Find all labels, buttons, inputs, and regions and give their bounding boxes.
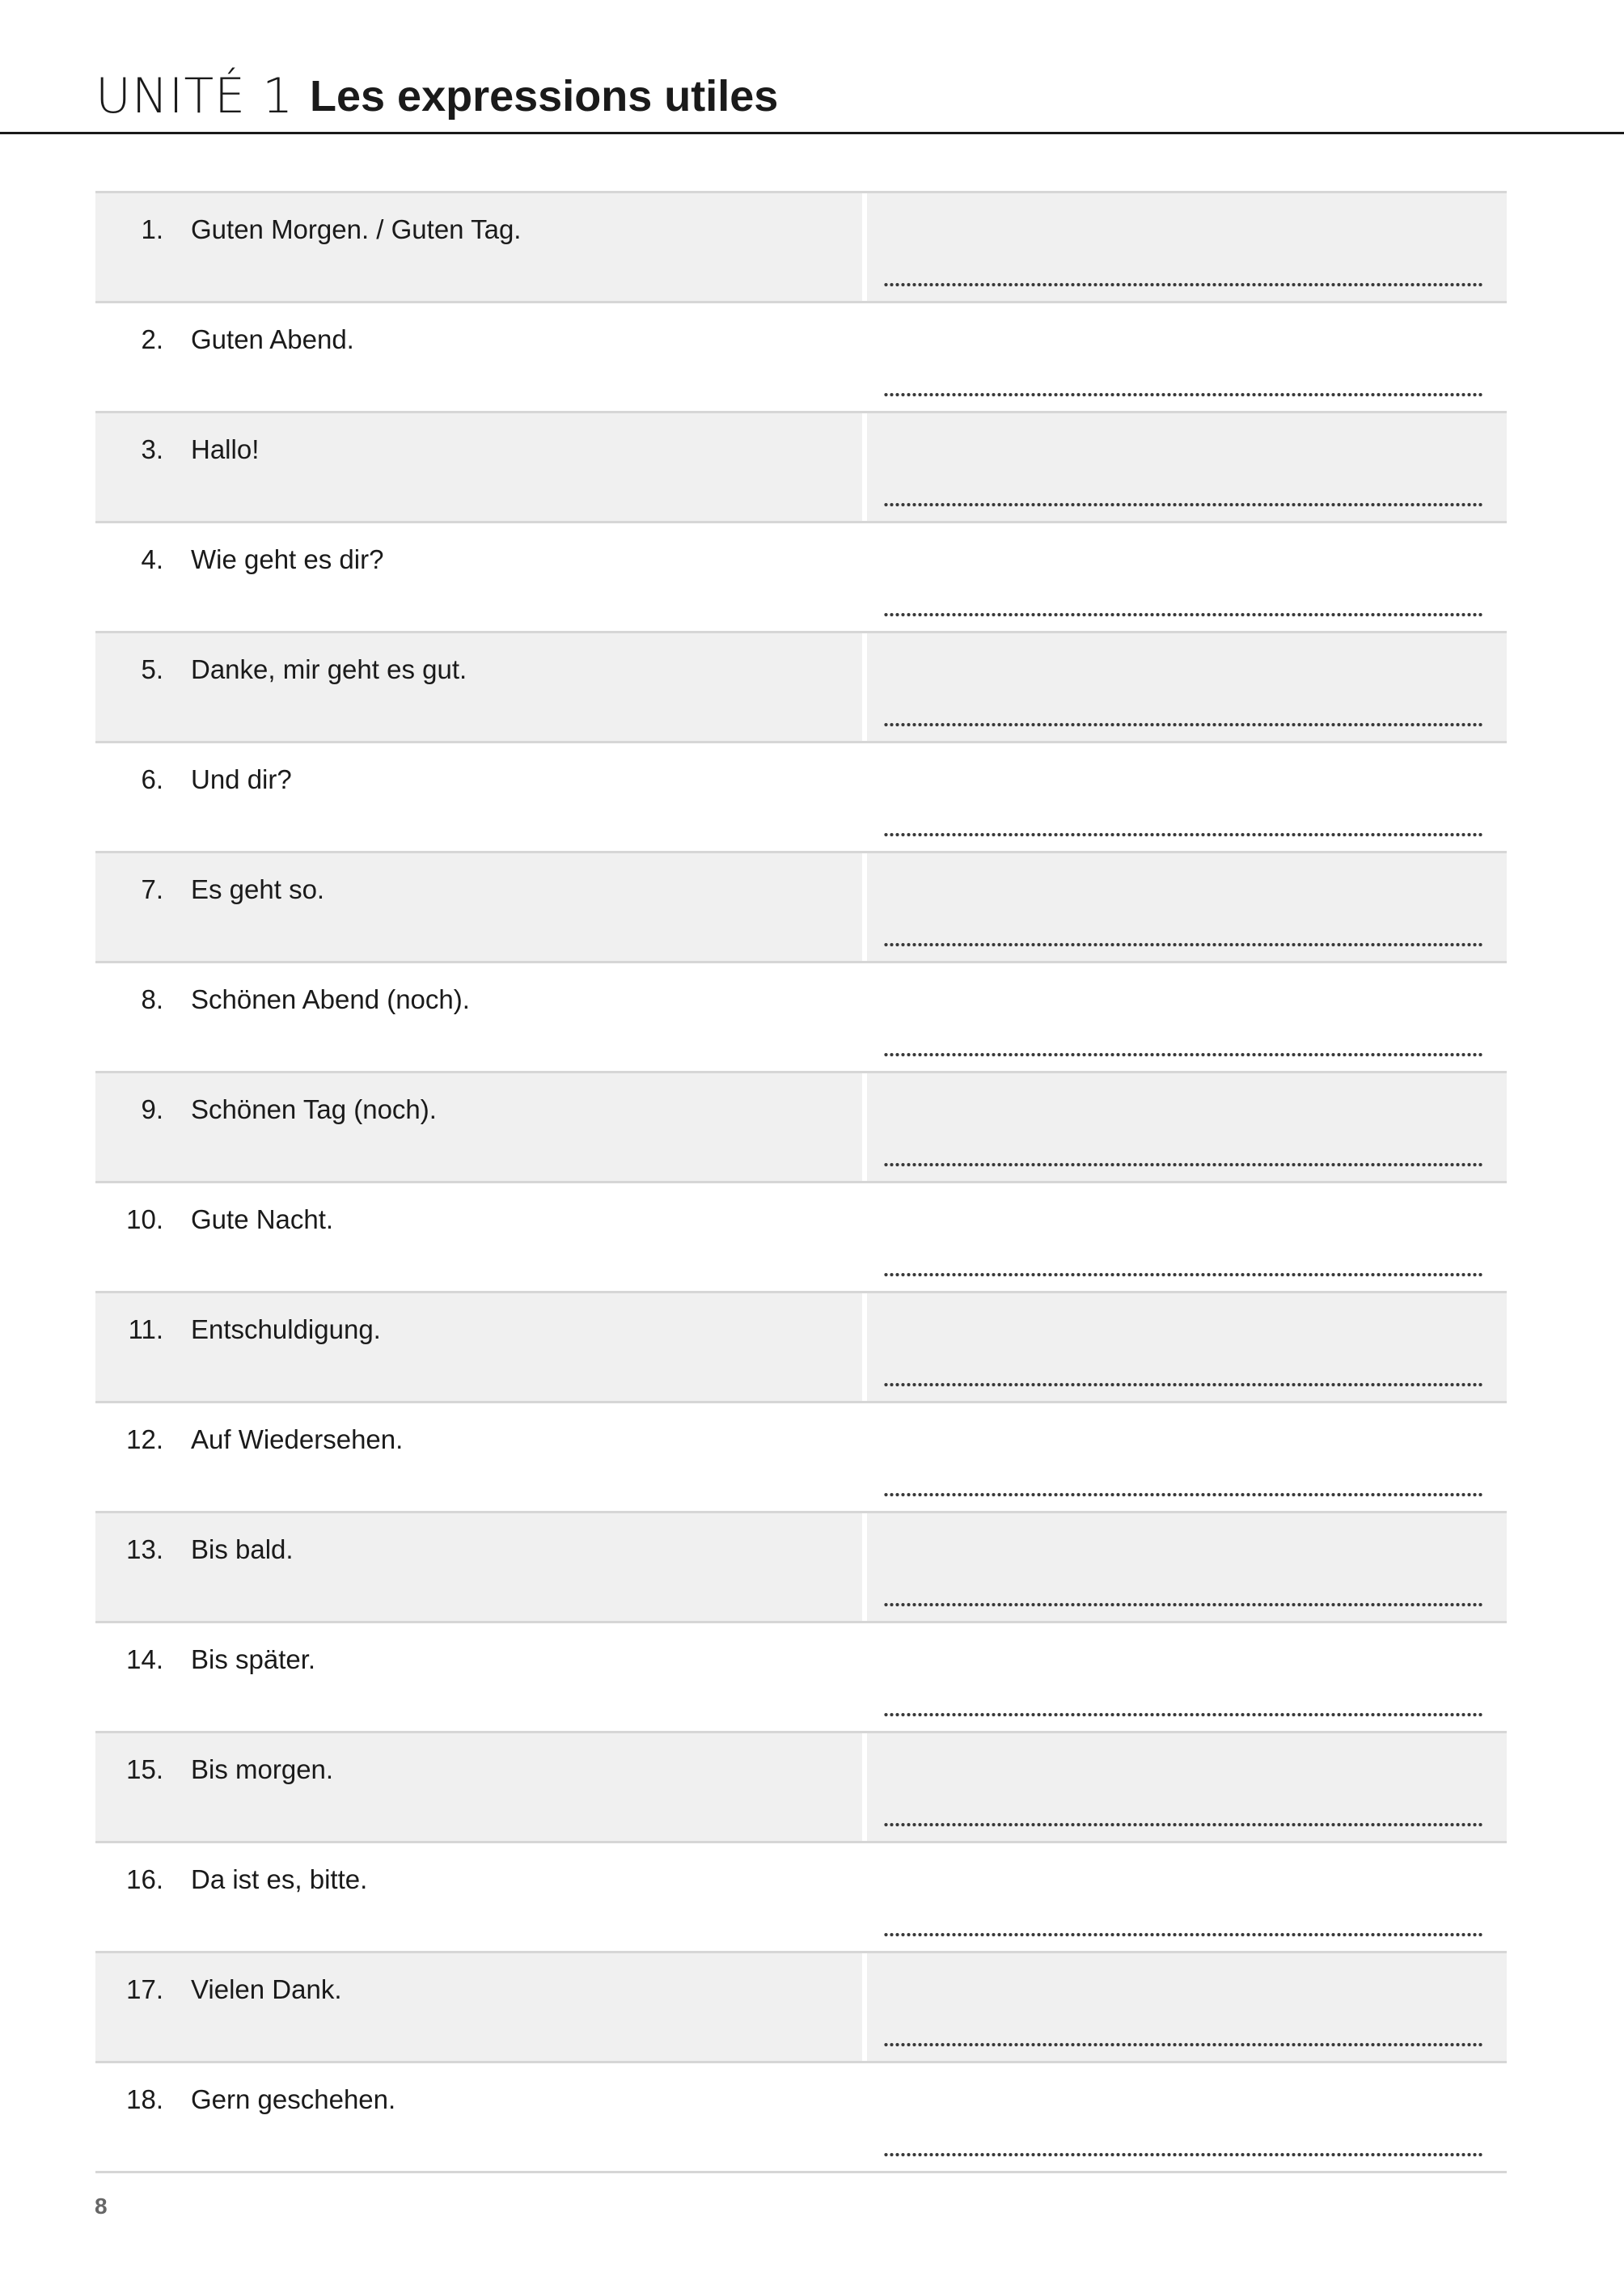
page-header (0, 0, 1624, 134)
german-expression: Bis morgen. (191, 1754, 334, 1784)
dotted-answer-line (883, 1602, 1483, 1607)
dotted-answer-line (883, 612, 1483, 617)
table-row (95, 1841, 1507, 1951)
german-expression: Schönen Tag (noch). (191, 1094, 437, 1124)
dotted-answer-line (883, 2152, 1483, 2157)
expression-cell (95, 853, 862, 961)
dotted-answer-line (883, 282, 1483, 287)
row-number: 10. (126, 1204, 163, 1234)
row-number: 6. (141, 764, 163, 794)
expression-cell (95, 193, 862, 301)
german-expression: Gern geschehen. (191, 2084, 396, 2114)
table-row (95, 191, 1507, 301)
expression-cell (95, 1073, 862, 1181)
dotted-answer-line (883, 502, 1483, 507)
expression-cell (95, 523, 862, 631)
table-row (95, 1621, 1507, 1731)
dotted-answer-line (883, 832, 1483, 837)
table-row (95, 851, 1507, 961)
german-expression: Bis bald. (191, 1534, 294, 1564)
expression-cell (95, 1623, 862, 1731)
german-expression: Bis später. (191, 1644, 316, 1674)
expression-cell (95, 1513, 862, 1621)
table-row (95, 521, 1507, 631)
dotted-answer-line (883, 1162, 1483, 1167)
expression-cell (95, 303, 862, 411)
german-expression: Entschuldigung. (191, 1314, 381, 1344)
page-number: 8 (95, 2194, 108, 2219)
row-number: 16. (126, 1864, 163, 1894)
table-row (95, 301, 1507, 411)
table-row (95, 1511, 1507, 1621)
expression-cell (95, 1403, 862, 1511)
table-row (95, 1181, 1507, 1291)
expression-cell (95, 1183, 862, 1291)
table-row (95, 1401, 1507, 1511)
expression-cell (95, 1293, 862, 1401)
dotted-answer-line (883, 1932, 1483, 1937)
row-number: 14. (126, 1644, 163, 1674)
german-expression: Da ist es, bitte. (191, 1864, 368, 1894)
table-row (95, 631, 1507, 741)
table-row (95, 1071, 1507, 1181)
dotted-answer-line (883, 1382, 1483, 1387)
dotted-answer-line (883, 2042, 1483, 2047)
german-expression: Guten Abend. (191, 324, 354, 354)
page-title: Les expressions utiles (310, 72, 779, 121)
expression-cell (95, 413, 862, 521)
german-expression: Es geht so. (191, 874, 325, 904)
dotted-answer-line (883, 722, 1483, 727)
table-row (95, 961, 1507, 1071)
table-row (95, 411, 1507, 521)
table-row (95, 741, 1507, 851)
table-row (95, 1731, 1507, 1841)
german-expression: Guten Morgen. / Guten Tag. (191, 214, 522, 244)
german-expression: Auf Wiedersehen. (191, 1424, 404, 1454)
expression-cell (95, 963, 862, 1071)
row-number: 9. (141, 1094, 163, 1124)
row-number: 1. (141, 214, 163, 244)
dotted-answer-line (883, 392, 1483, 397)
german-expression: Schönen Abend (noch). (191, 984, 470, 1014)
german-expression: Gute Nacht. (191, 1204, 334, 1234)
expression-cell (95, 2063, 862, 2171)
table-row (95, 1951, 1507, 2061)
row-number: 3. (141, 434, 163, 464)
unit-label: UNITÉ 1 (95, 68, 294, 125)
german-expression: Und dir? (191, 764, 292, 794)
row-number: 2. (141, 324, 163, 354)
table-row (95, 1291, 1507, 1401)
dotted-answer-line (883, 1712, 1483, 1717)
expression-cell (95, 743, 862, 851)
row-number: 11. (128, 1314, 163, 1344)
dotted-answer-line (883, 1272, 1483, 1277)
row-number: 15. (126, 1754, 163, 1784)
dotted-answer-line (883, 1822, 1483, 1827)
row-number: 8. (141, 984, 163, 1014)
expression-cell (95, 1953, 862, 2061)
german-expression: Wie geht es dir? (191, 544, 384, 574)
row-number: 13. (126, 1534, 163, 1564)
row-number: 18. (126, 2084, 163, 2114)
german-expression: Vielen Dank. (191, 1974, 342, 2004)
expressions-table (95, 191, 1507, 2173)
row-number: 7. (141, 874, 163, 904)
expression-cell (95, 1843, 862, 1951)
table-row (95, 2061, 1507, 2173)
dotted-answer-line (883, 1492, 1483, 1497)
row-number: 5. (141, 654, 163, 684)
row-number: 4. (141, 544, 163, 574)
expression-cell (95, 633, 862, 741)
row-number: 17. (126, 1974, 163, 2004)
dotted-answer-line (883, 942, 1483, 947)
dotted-answer-line (883, 1052, 1483, 1057)
row-number: 12. (126, 1424, 163, 1454)
german-expression: Danke, mir geht es gut. (191, 654, 467, 684)
german-expression: Hallo! (191, 434, 260, 464)
expression-cell (95, 1733, 862, 1841)
